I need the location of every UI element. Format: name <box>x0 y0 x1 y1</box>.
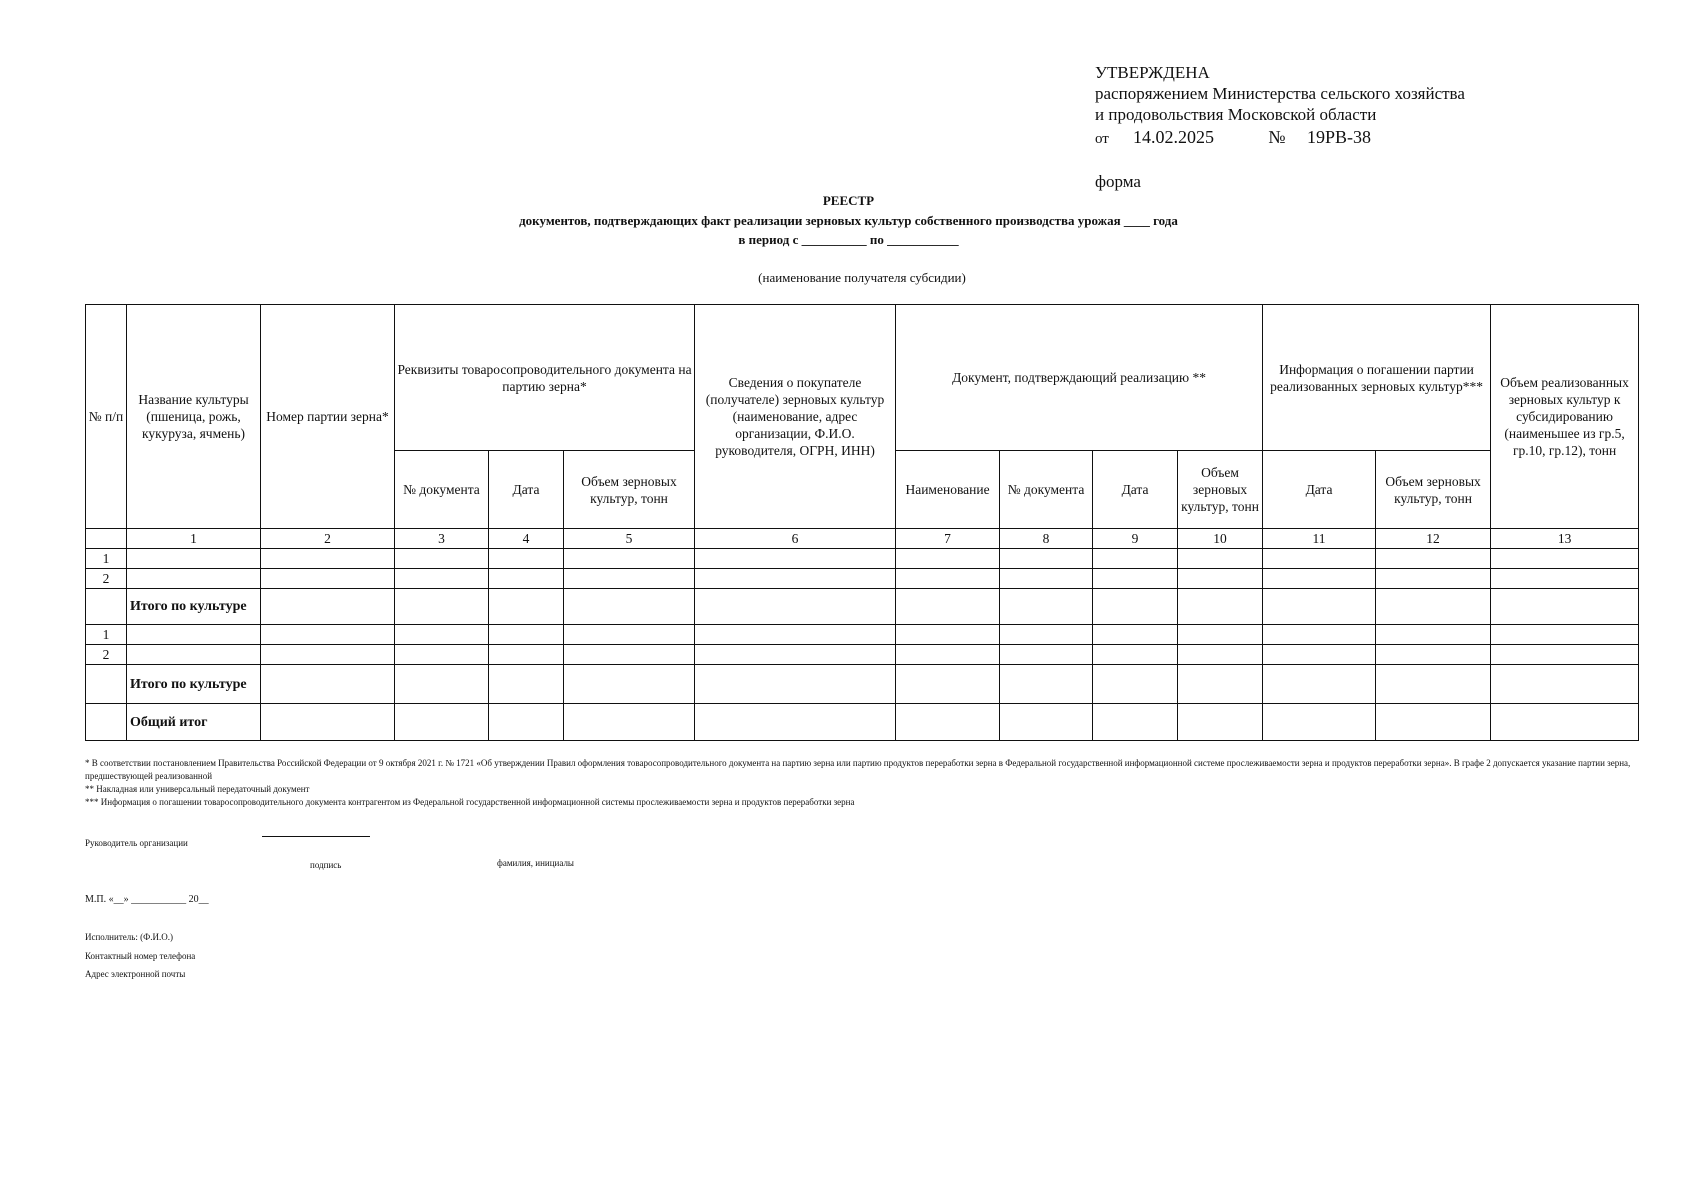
data-cell <box>896 569 1000 589</box>
header-batch: Номер партии зерна* <box>261 305 395 529</box>
subheader-volume-3: Объем зерновых культур, тонн <box>1376 451 1491 529</box>
data-cell <box>1093 625 1178 645</box>
row-number <box>86 589 127 625</box>
data-cell <box>1491 569 1639 589</box>
data-cell <box>395 704 489 741</box>
data-cell <box>1376 569 1491 589</box>
header-volume-subsidy: Объем реализованных зерновых культур к субсидированию (наименьшее из гр.5, гр.10, гр.12), тонн <box>1491 305 1639 529</box>
data-cell <box>489 704 564 741</box>
stamp-date-line: М.П. «__» ___________ 20__ <box>85 894 209 905</box>
row-number: 2 <box>86 645 127 665</box>
subheader-volume: Объем зерновых культур, тонн <box>564 451 695 529</box>
data-cell <box>1491 645 1639 665</box>
data-cell <box>1093 645 1178 665</box>
footnote-2: ** Накладная или универсальный передаточный документ <box>85 784 310 794</box>
data-cell <box>395 569 489 589</box>
data-cell <box>1093 665 1178 704</box>
data-cell <box>261 665 395 704</box>
data-cell <box>695 589 896 625</box>
approval-line-1: распоряжением Министерства сельского хозяйства <box>1095 84 1465 103</box>
data-cell <box>1178 704 1263 741</box>
data-cell <box>1000 589 1093 625</box>
data-cell <box>1376 704 1491 741</box>
table-row <box>86 625 1639 645</box>
data-cell <box>1178 625 1263 645</box>
column-number-cell: 10 <box>1178 529 1263 549</box>
approval-block <box>1095 62 1465 150</box>
data-cell <box>1000 645 1093 665</box>
data-cell <box>261 549 395 569</box>
data-cell <box>261 645 395 665</box>
data-cell <box>896 625 1000 645</box>
approval-date-line <box>1095 127 1465 150</box>
table-row <box>86 665 1639 704</box>
date-prefix: от <box>1095 131 1109 147</box>
registry-period: в период с __________ по ___________ <box>738 232 959 247</box>
header-repay: Информация о погашении партии реализованных зерновых культур*** <box>1263 305 1491 451</box>
table-header-row <box>86 305 1639 451</box>
signature-caption: подпись <box>310 860 342 870</box>
data-cell <box>1093 704 1178 741</box>
registry-table <box>85 304 1639 741</box>
data-cell <box>695 549 896 569</box>
data-cell <box>1093 589 1178 625</box>
data-cell <box>1263 645 1376 665</box>
data-cell <box>1491 549 1639 569</box>
data-cell <box>695 665 896 704</box>
registry-title: РЕЕСТР <box>822 193 875 208</box>
data-cell <box>564 549 695 569</box>
form-label: форма <box>1095 172 1141 191</box>
table-row <box>86 589 1639 625</box>
footnote-1: * В соответствии постановлением Правительства Российской Федерации от 9 октября 2021 г. № 1721 «Об утверждении Правил оформления товаросопроводительного документа на партию зерна или партию продуктов переработки зерна в Федеральной государственной информационной системе прослеживаемости зерна и продуктов переработки зерна». В графе 2 допускается указание партии зерна, предшествующей реализованной <box>85 758 1631 781</box>
data-cell <box>1093 569 1178 589</box>
data-cell <box>1263 569 1376 589</box>
approval-number: 19РВ-38 <box>1307 127 1372 147</box>
data-cell <box>1491 665 1639 704</box>
executor-label: Исполнитель: (Ф.И.О.) <box>85 932 173 942</box>
data-cell <box>896 704 1000 741</box>
data-cell <box>896 665 1000 704</box>
data-cell <box>395 589 489 625</box>
data-cell <box>1178 569 1263 589</box>
column-number-cell: 13 <box>1491 529 1639 549</box>
data-cell <box>896 549 1000 569</box>
data-cell <box>489 665 564 704</box>
data-cell <box>1263 589 1376 625</box>
data-cell <box>489 625 564 645</box>
row-number: 1 <box>86 549 127 569</box>
data-cell <box>695 569 896 589</box>
table-row <box>86 645 1639 665</box>
data-cell <box>695 704 896 741</box>
phone-label: Контактный номер телефона <box>85 951 196 961</box>
signature-line <box>262 836 370 837</box>
number-sign: № <box>1268 127 1286 147</box>
data-cell <box>1000 704 1093 741</box>
data-cell <box>1000 549 1093 569</box>
registry-subtitle: документов, подтверждающих факт реализации зерновых культур собственного производства урожая ____ года <box>519 213 1178 228</box>
data-cell <box>1178 589 1263 625</box>
data-cell <box>564 569 695 589</box>
row-label: Итого по культуре <box>127 589 261 625</box>
data-cell <box>564 665 695 704</box>
approval-date: 14.02.2025 <box>1133 127 1214 147</box>
data-cell <box>564 625 695 645</box>
data-cell <box>395 645 489 665</box>
data-cell <box>1000 665 1093 704</box>
data-cell <box>1376 549 1491 569</box>
data-cell <box>489 549 564 569</box>
data-cell <box>1178 645 1263 665</box>
data-cell <box>1000 625 1093 645</box>
column-number-cell: 8 <box>1000 529 1093 549</box>
data-cell <box>261 569 395 589</box>
footnote-3: *** Информация о погашении товаросопроводительного документа контрагентом из Федеральной государственной информационной системы прослеживаемости зерна и продуктов переработки зерна <box>85 797 855 807</box>
data-cell <box>695 625 896 645</box>
data-cell <box>1000 569 1093 589</box>
column-number-cell: 11 <box>1263 529 1376 549</box>
data-cell <box>395 625 489 645</box>
header-num: № п/п <box>86 305 127 529</box>
email-label: Адрес электронной почты <box>85 969 186 979</box>
recipient-caption: (наименование получателя субсидии) <box>758 270 966 285</box>
data-cell <box>395 665 489 704</box>
data-cell <box>695 645 896 665</box>
row-label: Итого по культуре <box>127 665 261 704</box>
column-number-cell: 2 <box>261 529 395 549</box>
column-numbers-row <box>86 529 1639 549</box>
data-cell <box>564 704 695 741</box>
data-cell <box>489 645 564 665</box>
data-cell <box>1491 704 1639 741</box>
data-cell <box>1491 625 1639 645</box>
row-number: 1 <box>86 625 127 645</box>
row-label <box>127 549 261 569</box>
data-cell <box>1376 589 1491 625</box>
column-number-cell: 7 <box>896 529 1000 549</box>
column-number-cell <box>86 529 127 549</box>
column-number-cell: 6 <box>695 529 896 549</box>
column-number-cell: 4 <box>489 529 564 549</box>
header-waybill: Реквизиты товаросопроводительного документа на партию зерна* <box>395 305 695 451</box>
row-label <box>127 625 261 645</box>
row-label: Общий итог <box>127 704 261 741</box>
row-label <box>127 569 261 589</box>
row-number <box>86 665 127 704</box>
data-cell <box>896 645 1000 665</box>
column-number-cell: 5 <box>564 529 695 549</box>
subheader-doc-number: № документа <box>395 451 489 529</box>
data-cell <box>564 645 695 665</box>
subheader-doc-number-2: № документа <box>1000 451 1093 529</box>
data-cell <box>1178 549 1263 569</box>
data-cell <box>261 589 395 625</box>
column-number-cell: 1 <box>127 529 261 549</box>
column-number-cell: 3 <box>395 529 489 549</box>
table-row <box>86 704 1639 741</box>
header-culture: Название культуры (пшеница, рожь, кукуруза, ячмень) <box>127 305 261 529</box>
data-cell <box>261 625 395 645</box>
data-cell <box>1263 704 1376 741</box>
data-cell <box>1376 665 1491 704</box>
data-cell <box>1263 625 1376 645</box>
data-cell <box>1093 549 1178 569</box>
data-cell <box>896 589 1000 625</box>
name-caption: фамилия, инициалы <box>497 858 574 868</box>
column-number-cell: 12 <box>1376 529 1491 549</box>
row-label <box>127 645 261 665</box>
header-buyer: Сведения о покупателе (получателе) зерновых культур (наименование, адрес организации, Ф.И.О. руководителя, ОГРН, ИНН) <box>695 305 896 529</box>
head-of-organization-label: Руководитель организации <box>85 838 188 848</box>
row-number: 2 <box>86 569 127 589</box>
data-cell <box>1263 665 1376 704</box>
row-number <box>86 704 127 741</box>
data-cell <box>564 589 695 625</box>
footnotes <box>85 757 1645 809</box>
data-cell <box>1178 665 1263 704</box>
data-cell <box>1376 625 1491 645</box>
approval-title: УТВЕРЖДЕНА <box>1095 63 1210 82</box>
data-cell <box>1263 549 1376 569</box>
subheader-date: Дата <box>489 451 564 529</box>
data-cell <box>1491 589 1639 625</box>
subheader-date-3: Дата <box>1263 451 1376 529</box>
subheader-name: Наименование <box>896 451 1000 529</box>
data-cell <box>489 589 564 625</box>
header-sale-doc: Документ, подтверждающий реализацию ** <box>896 305 1263 451</box>
data-cell <box>395 549 489 569</box>
column-number-cell: 9 <box>1093 529 1178 549</box>
table-row <box>86 569 1639 589</box>
approval-line-2: и продовольствия Московской области <box>1095 105 1377 124</box>
subheader-date-2: Дата <box>1093 451 1178 529</box>
data-cell <box>489 569 564 589</box>
table-row <box>86 549 1639 569</box>
data-cell <box>261 704 395 741</box>
subheader-volume-2: Объем зерновых культур, тонн <box>1178 451 1263 529</box>
data-cell <box>1376 645 1491 665</box>
